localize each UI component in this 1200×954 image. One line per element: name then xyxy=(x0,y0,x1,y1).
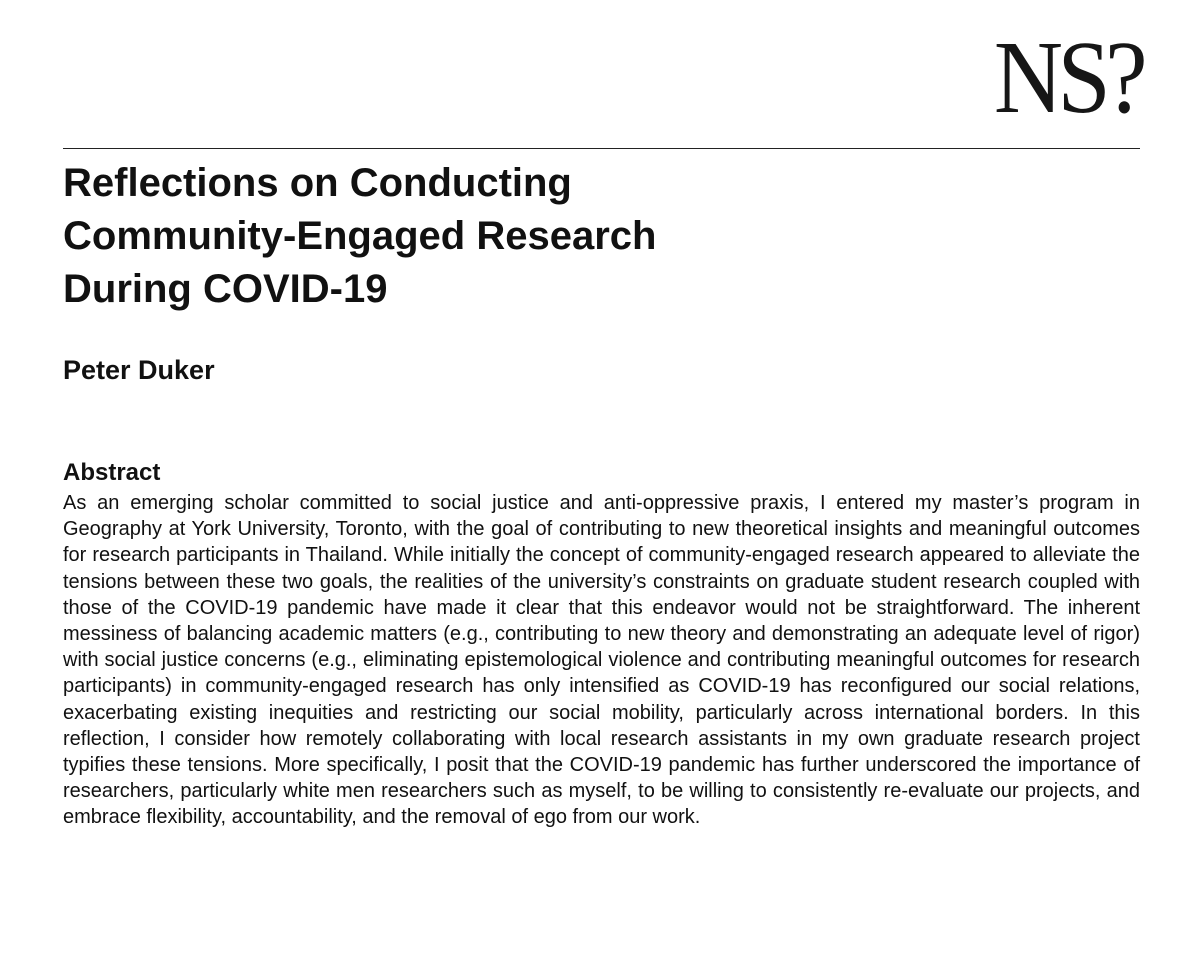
abstract-body: As an emerging scholar committed to social justice and anti-oppressive praxis, I entered my master’s program in Geography at York University, Toronto, with the goal of contributing to new theoretical insights and meaningful outcomes for research participants in Thailand. While initially the concept of community-engaged research appeared to alleviate the tensions between these two goals, the realities of the university’s constraints on graduate student research coupled with those of the COVID-19 pandemic have made it clear that this endeavor would not be straightforward. The inherent messiness of balancing academic matters (e.g., contributing to new theory and demonstrating an adequate level of rigor) with social justice concerns (e.g., eliminating epistemological violence and contributing meaningful outcomes for research participants) in community-engaged research has only intensified as COVID-19 has reconfigured our social relations, exacerbating existing inequities and restricting our social mobility, particularly across international borders. In this reflection, I consider how remotely collaborating with local research assistants in my own graduate research project typifies these tensions. More specifically, I posit that the COVID-19 pandemic has further underscored the importance of researchers, particularly white men researchers such as myself, to be willing to consistently re-evaluate our projects, and embrace flexibility, accountability, and the removal of ego from our work. xyxy=(63,492,1140,829)
header-divider xyxy=(63,148,1140,149)
article-title-line: During COVID-19 xyxy=(63,267,388,311)
article-author: Peter Duker xyxy=(63,355,215,385)
article-title xyxy=(63,157,656,316)
article-title-line: Reflections on Conducting xyxy=(63,161,572,205)
abstract-heading: Abstract xyxy=(63,459,161,486)
article-title-line: Community-Engaged Research xyxy=(63,214,657,258)
journal-logo: NS? xyxy=(993,20,1142,135)
